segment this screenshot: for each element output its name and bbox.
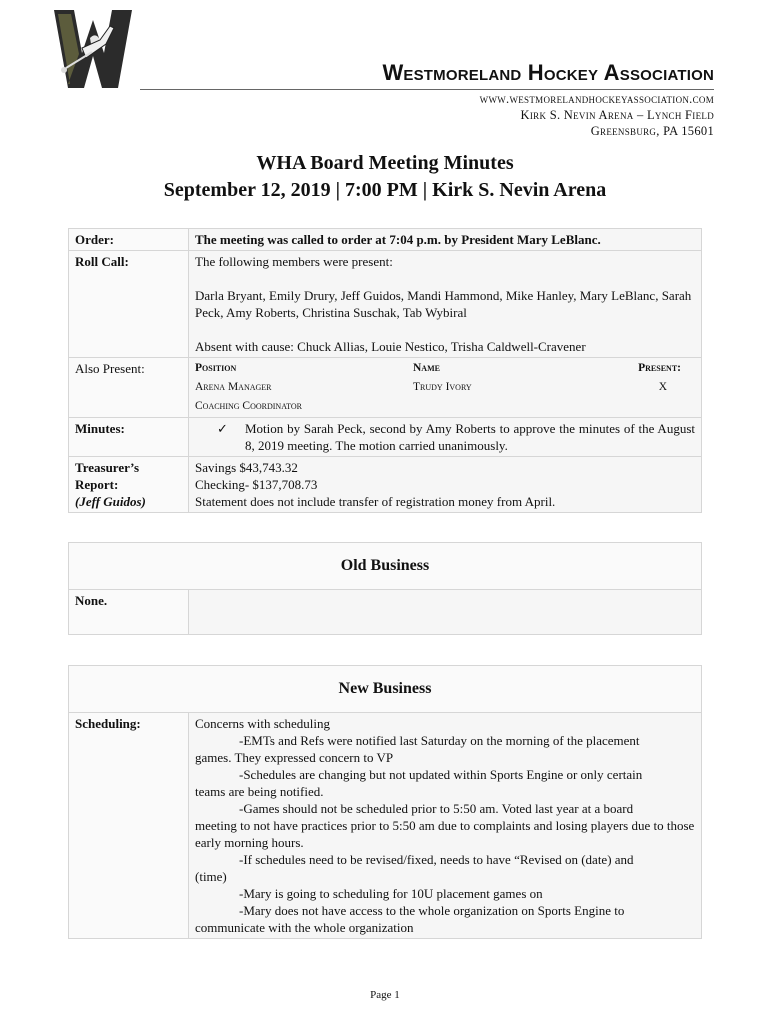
position-cell: Coaching Coordinator [195, 400, 302, 412]
position-grid [195, 359, 695, 416]
old-business-title: Old Business [69, 543, 702, 590]
roll-call-row [69, 251, 702, 358]
scheduling-item: -EMTs and Refs were notified last Saturday on the morning of the placement games. They expressed concern to VP [195, 733, 640, 765]
position-header: Position [195, 362, 237, 374]
order-text: The meeting was called to order at 7:04 p.m. by President Mary LeBlanc. [189, 229, 702, 251]
scheduling-item: -Mary does not have access to the whole organization on Sports Engine to communicate with the whole organization [195, 903, 625, 935]
treasurer-name: (Jeff Guidos) [75, 494, 146, 509]
new-business-table [68, 665, 702, 939]
treasurer-row [69, 457, 702, 513]
wha-logo-icon [52, 8, 134, 90]
page-number: Page 1 [370, 989, 400, 1001]
org-website[interactable]: www.westmorelandhockeyassociation.com [479, 92, 714, 106]
also-present-label: Also Present: [69, 358, 189, 418]
savings-balance: Savings $43,743.32 [195, 460, 298, 475]
name-cell: Trudy Ivory [413, 381, 472, 393]
scheduling-intro: Concerns with scheduling [195, 716, 331, 731]
minutes-label: Minutes: [69, 418, 189, 457]
roll-call-label: Roll Call: [69, 251, 189, 358]
roll-call-absent: Absent with cause: Chuck Allias, Louie Nestico, Trisha Caldwell-Cravener [195, 339, 586, 354]
present-cell [631, 397, 695, 416]
scheduling-item: -Games should not be scheduled prior to 5:50 am. Voted last year at a board meeting to not have practices prior to 5:50 am due to complaints and losing players due to those early morning hours. [195, 801, 695, 850]
scheduling-item: -Mary is going to scheduling for 10U placement games on [239, 886, 543, 901]
treasurer-label-report: Report: [75, 477, 119, 492]
order-row [69, 229, 702, 251]
minutes-row [69, 418, 702, 457]
scheduling-item: -If schedules need to be revised/fixed, needs to have “Revised on (date) and (time) [195, 852, 634, 884]
checking-balance: Checking- $137,708.73 [195, 477, 318, 492]
also-present-row [69, 358, 702, 418]
org-name: Westmoreland Hockey Association [382, 60, 714, 85]
new-business-title: New Business [69, 666, 702, 713]
old-business-table [68, 542, 702, 635]
header-rule [140, 89, 714, 90]
roll-call-members: Darla Bryant, Emily Drury, Jeff Guidos, Mandi Hammond, Mike Hanley, Mary LeBlanc, Sarah Peck, Amy Roberts, Christina Suschak, Tab Wybiral [195, 288, 692, 320]
order-label: Order: [69, 229, 189, 251]
treasurer-label: Treasurer’s [75, 460, 140, 475]
org-venue: Kirk S. Nevin Arena – Lynch Field [520, 108, 714, 122]
doc-subtitle: September 12, 2019 | 7:00 PM | Kirk S. Nevin Arena [163, 179, 607, 201]
scheduling-label: Scheduling: [69, 713, 189, 939]
scheduling-item: -Schedules are changing but not updated within Sports Engine or only certain teams are being notified. [195, 767, 643, 799]
meeting-table [68, 228, 702, 513]
old-business-body [189, 590, 702, 635]
org-city: Greensburg, PA 15601 [590, 124, 714, 138]
checkmark-icon: ✓ [217, 421, 228, 436]
name-cell [413, 397, 631, 416]
roll-call-intro: The following members were present: [195, 254, 393, 269]
treasurer-note: Statement does not include transfer of registration money from April. [195, 494, 556, 509]
doc-title: WHA Board Meeting Minutes [256, 152, 514, 174]
position-cell: Arena Manager [195, 381, 272, 393]
present-header: Present: [638, 362, 681, 374]
minutes-text: Motion by Sarah Peck, second by Amy Roberts to approve the minutes of the August 8, 2019 meeting. The motion carried unanimously. [245, 421, 695, 453]
name-header: Name [413, 362, 440, 374]
present-cell: X [658, 381, 667, 393]
old-business-label: None. [69, 590, 189, 635]
